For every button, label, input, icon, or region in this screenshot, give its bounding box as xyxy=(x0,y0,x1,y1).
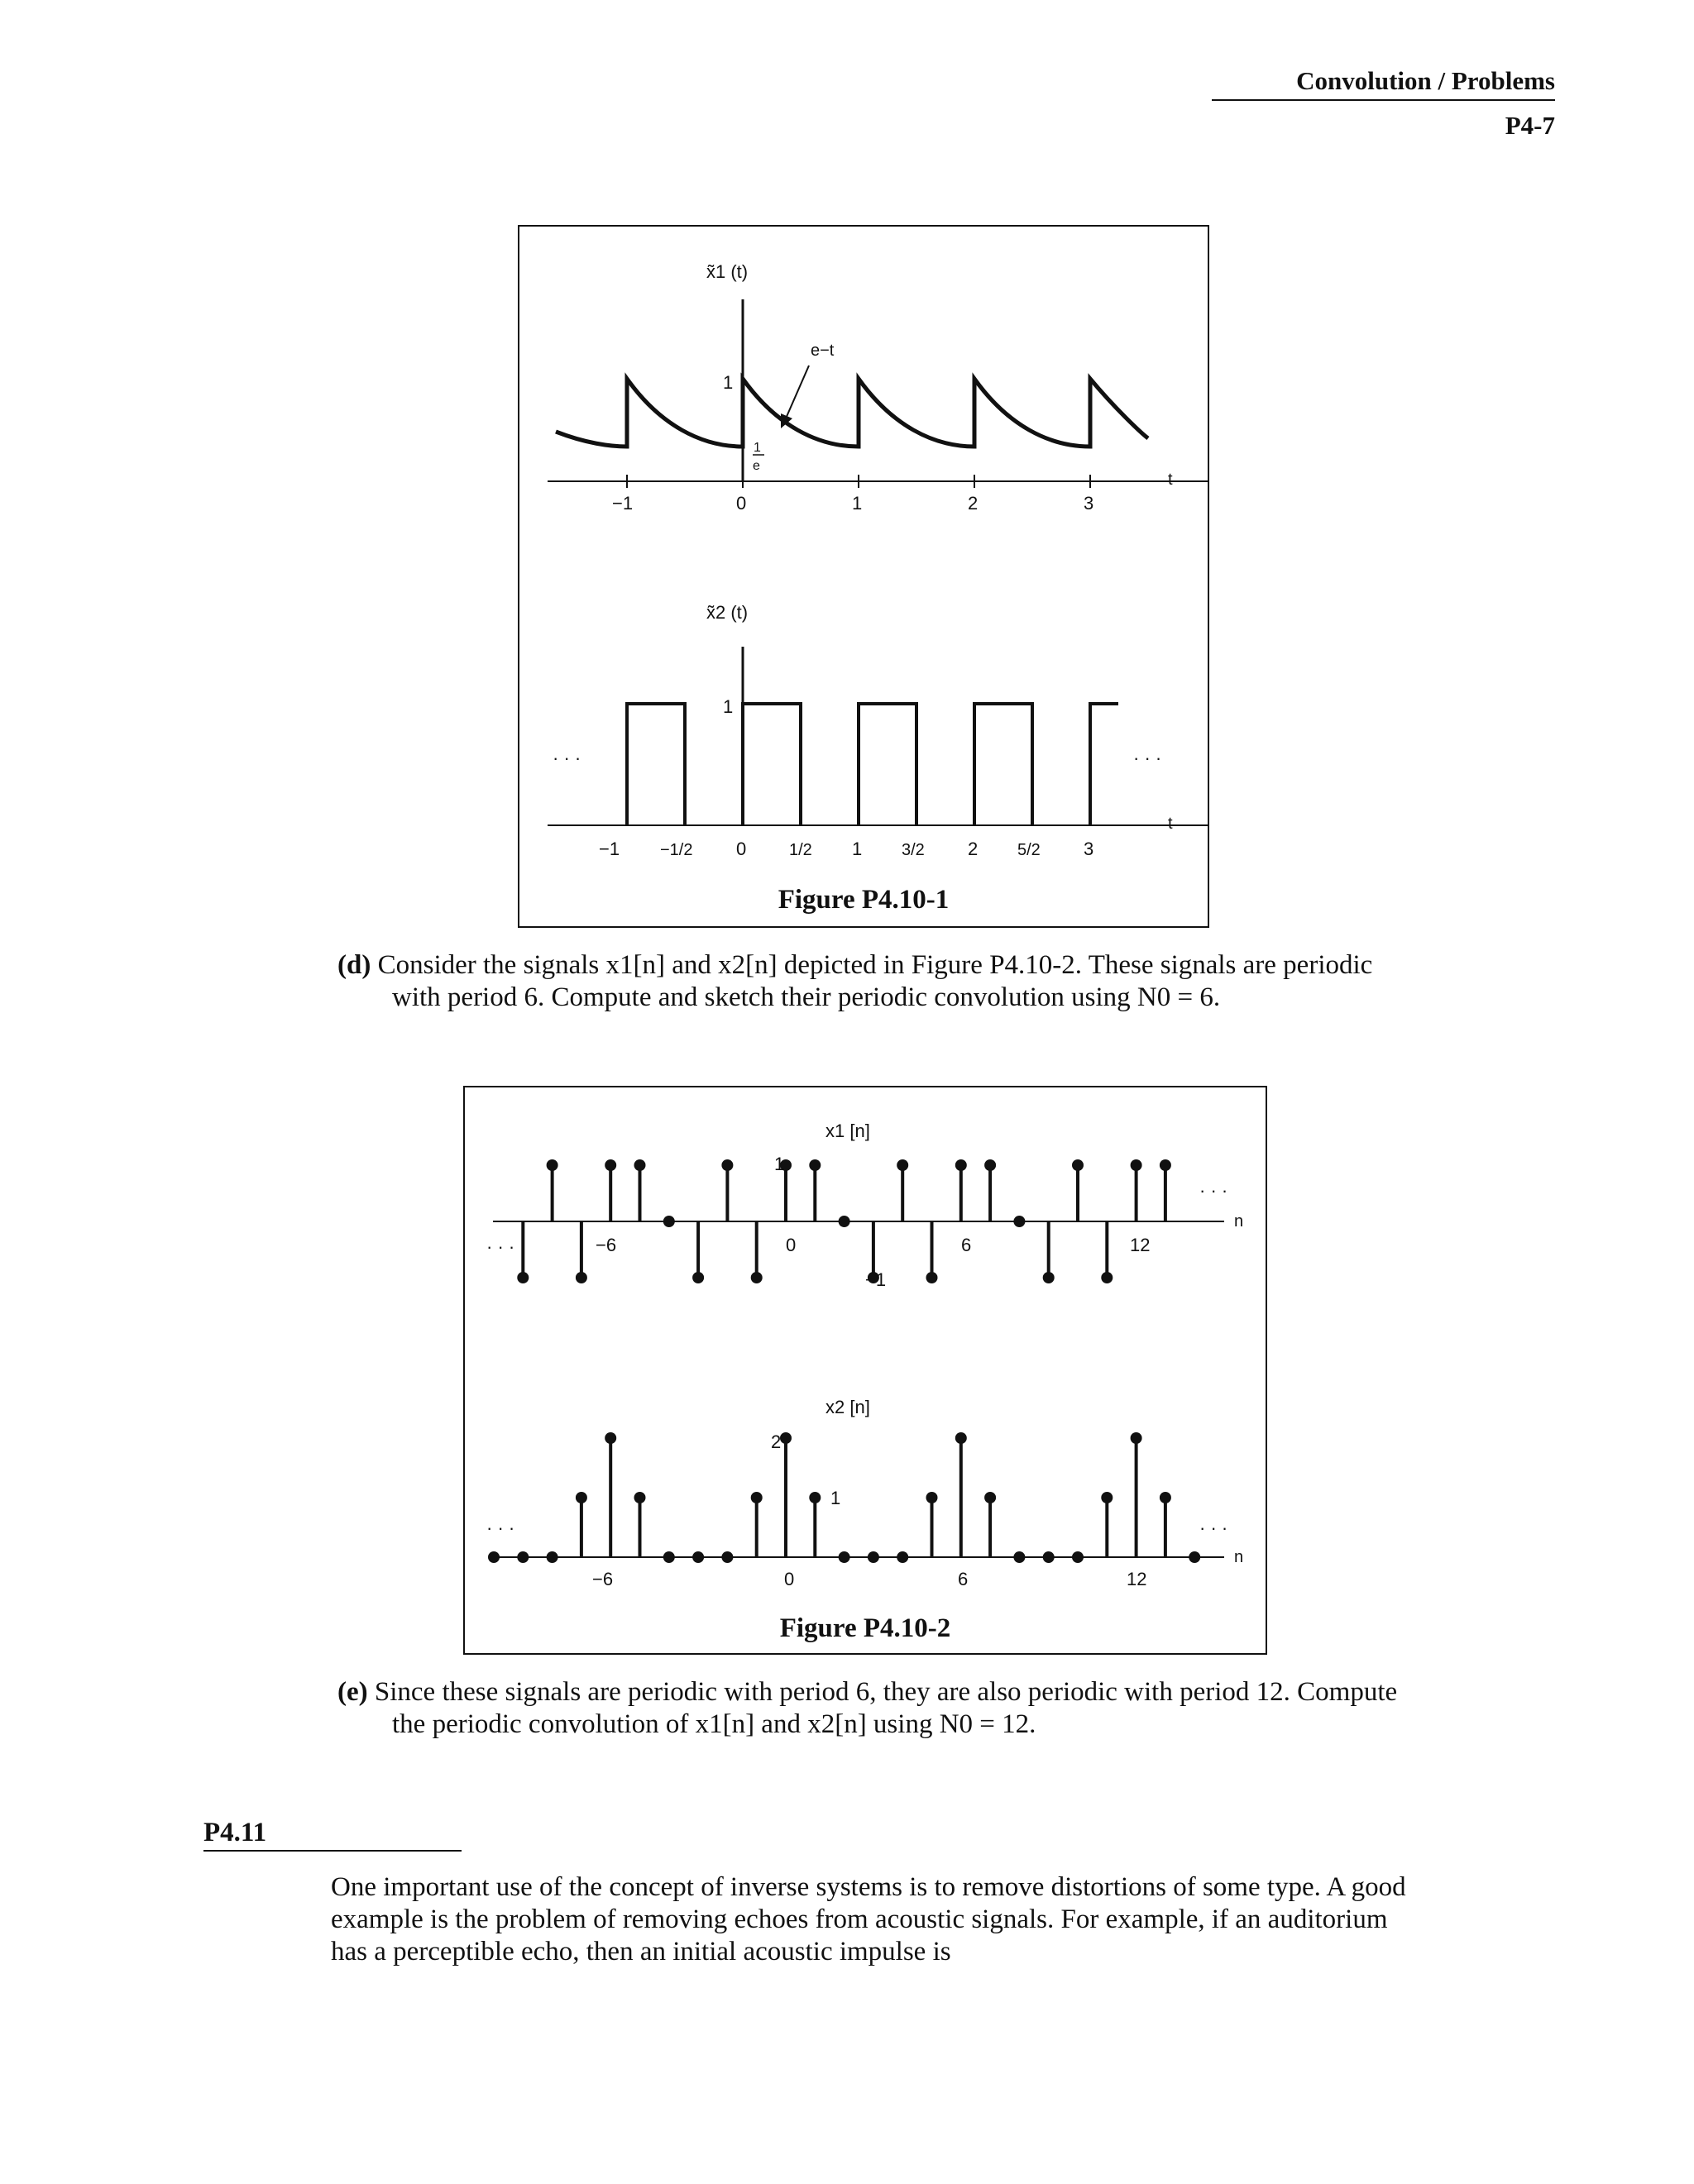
x1t-tick-2: 2 xyxy=(968,493,979,514)
x2n-sample-dot xyxy=(517,1551,529,1563)
x2n-sample-dot xyxy=(1160,1492,1171,1503)
x2n-sample-dot xyxy=(692,1551,704,1563)
problem-4-11-label: P4.11 xyxy=(203,1818,462,1852)
x2t-peak-label: 1 xyxy=(723,696,734,717)
x1n-sample-dot xyxy=(1072,1159,1084,1171)
x2t-axis-label: t xyxy=(1168,815,1173,833)
item-d-label: (d) xyxy=(337,950,371,980)
x2t-ellipsis-left: · · · xyxy=(553,748,581,768)
x1n-neg-label: −1 xyxy=(865,1269,887,1290)
x1n-tick-neg6: −6 xyxy=(596,1235,617,1255)
item-e-label: (e) xyxy=(337,1677,368,1707)
figure-1-svg xyxy=(519,227,1208,926)
x1t-plot xyxy=(548,299,1208,488)
x1n-sample-dot xyxy=(576,1272,587,1283)
x1t-tick-3: 3 xyxy=(1084,493,1094,514)
x1n-sample-dot xyxy=(984,1159,996,1171)
x2n-tick-0: 0 xyxy=(784,1569,795,1589)
x2n-sample-dot xyxy=(663,1551,675,1563)
x2n-sample-dot xyxy=(780,1432,792,1444)
x2n-tick-12: 12 xyxy=(1127,1569,1147,1589)
x1t-tick-0: 0 xyxy=(736,493,747,514)
x1n-label: x1 [n] xyxy=(825,1121,870,1141)
item-e-text: Since these signals are periodic with period 6, they are also periodic with period 12. Compute the periodic convolution of x1[n] and x2[n] using N0 = 12. xyxy=(374,1677,1398,1739)
x1n-sample-dot xyxy=(605,1159,616,1171)
x2n-sample-dot xyxy=(605,1432,616,1444)
x2n-tick-6: 6 xyxy=(958,1569,969,1589)
x1n-sample-dot xyxy=(1101,1272,1113,1283)
x1n-sample-dot xyxy=(547,1159,558,1171)
x2t-ellipsis-right: · · · xyxy=(1133,748,1162,768)
x2n-ellipsis-left: · · · xyxy=(486,1517,515,1538)
x2n-sample-dot xyxy=(1101,1492,1113,1503)
x2t-tick-five-halves: 5/2 xyxy=(1017,841,1041,859)
x1t-tick-1: 1 xyxy=(852,493,863,514)
x2n-sample-dot xyxy=(576,1492,587,1503)
x2t-pulse-5 xyxy=(1090,704,1118,825)
x2t-tick-2: 2 xyxy=(968,839,979,859)
x1n-ellipsis-right: · · · xyxy=(1199,1180,1228,1201)
x2t-pulse-3 xyxy=(859,704,916,825)
x2t-tick-1: 1 xyxy=(852,839,863,859)
x1n-sample-dot xyxy=(897,1159,908,1171)
arrow-shaft xyxy=(786,366,809,418)
x2n-label: x2 [n] xyxy=(825,1397,870,1417)
figure-p4-10-1 xyxy=(518,225,1209,928)
x2t-tick-0: 0 xyxy=(736,839,747,859)
x2t-pulse-4 xyxy=(974,704,1032,825)
figure-1-caption: Figure P4.10-1 xyxy=(778,885,950,915)
x2n-plot xyxy=(488,1432,1224,1563)
x2t-tick-half: 1/2 xyxy=(789,841,812,859)
x1n-n-label: n xyxy=(1234,1212,1244,1231)
x1n-sample-dot xyxy=(721,1159,733,1171)
x2n-sample-dot xyxy=(1072,1551,1084,1563)
x1n-sample-dot xyxy=(517,1272,529,1283)
x1n-sample-dot xyxy=(634,1159,646,1171)
x1n-sample-dot xyxy=(1131,1159,1142,1171)
x1n-tick-12: 12 xyxy=(1130,1235,1151,1255)
x2n-sample-dot xyxy=(1043,1551,1055,1563)
x2n-sample-dot xyxy=(547,1551,558,1563)
x2n-sample-dot xyxy=(488,1551,500,1563)
x2n-mid-label: 1 xyxy=(830,1488,841,1508)
x2n-sample-dot xyxy=(751,1492,763,1503)
x1n-sample-dot xyxy=(955,1159,967,1171)
x1n-ellipsis-left: · · · xyxy=(486,1236,515,1257)
x1n-sample-dot xyxy=(926,1272,938,1283)
page-number: P4-7 xyxy=(1505,111,1555,140)
x2n-sample-dot xyxy=(984,1492,996,1503)
x2n-sample-dot xyxy=(839,1551,850,1563)
x2n-peak-label: 2 xyxy=(771,1431,782,1452)
x1n-sample-dot xyxy=(809,1159,821,1171)
item-d-paragraph xyxy=(337,949,1413,1014)
item-e-paragraph xyxy=(337,1676,1413,1741)
x1n-sample-dot xyxy=(751,1272,763,1283)
x2n-sample-dot xyxy=(868,1551,879,1563)
section-title: Convolution / Problems xyxy=(1212,66,1555,101)
x1n-sample-dot xyxy=(692,1272,704,1283)
item-d-text: Consider the signals x1[n] and x2[n] depicted in Figure P4.10-2. These signals are periodic with period 6. Compute and sketch their periodic convolution using N0 = 6. xyxy=(377,950,1373,1012)
x2t-plot xyxy=(548,647,1208,825)
page-header xyxy=(1212,66,1555,141)
x2t-tick-neg-half: −1/2 xyxy=(660,841,693,859)
x1t-ylabel: x̃1 (t) xyxy=(706,261,749,282)
x2n-sample-dot xyxy=(809,1492,821,1503)
x1n-sample-dot xyxy=(1160,1159,1171,1171)
x2t-pulse-2 xyxy=(743,704,801,825)
x1n-sample-dot xyxy=(1043,1272,1055,1283)
x1t-annotation: e−t xyxy=(811,342,835,360)
x2n-sample-dot xyxy=(955,1432,967,1444)
x1n-peak-label: 1 xyxy=(774,1154,785,1174)
x2t-tick-three-halves: 3/2 xyxy=(902,841,925,859)
x1n-sample-dot xyxy=(663,1216,675,1227)
x1t-tick-neg1: −1 xyxy=(612,493,634,514)
x2t-pulse-1 xyxy=(627,704,685,825)
x2t-tick-neg1: −1 xyxy=(599,839,620,859)
x2n-stems xyxy=(488,1432,1200,1563)
problem-4-11-text: One important use of the concept of inverse systems is to remove distortions of some type. A good example is the problem of removing echoes from acoustic signals. For example, if an auditorium has a perceptible echo, then an initial acoustic impulse is xyxy=(331,1872,1406,1967)
x1t-axis-label: t xyxy=(1168,471,1173,489)
x2n-sample-dot xyxy=(721,1551,733,1563)
x1n-tick-0: 0 xyxy=(786,1235,797,1255)
x1n-sample-dot xyxy=(1013,1216,1025,1227)
x2n-n-label: n xyxy=(1234,1548,1244,1566)
x1n-sample-dot xyxy=(839,1216,850,1227)
x1n-tick-6: 6 xyxy=(961,1235,972,1255)
x2n-tick-neg6: −6 xyxy=(592,1569,614,1589)
x2n-sample-dot xyxy=(897,1551,908,1563)
x2n-sample-dot xyxy=(1013,1551,1025,1563)
figure-p4-10-2 xyxy=(463,1086,1267,1655)
figure-2-caption: Figure P4.10-2 xyxy=(779,1613,951,1643)
x2n-sample-dot xyxy=(926,1492,938,1503)
x2t-tick-3: 3 xyxy=(1084,839,1094,859)
x2n-ellipsis-right: · · · xyxy=(1199,1517,1228,1538)
x1t-peak-label: 1 xyxy=(723,372,734,393)
x2n-sample-dot xyxy=(1131,1432,1142,1444)
x1n-plot xyxy=(493,1159,1224,1283)
x2n-sample-dot xyxy=(634,1492,646,1503)
x2n-sample-dot xyxy=(1189,1551,1200,1563)
one-over-e-den: e xyxy=(753,459,760,473)
x1t-curve xyxy=(556,379,1148,447)
x2t-ylabel: x̃2 (t) xyxy=(706,602,749,623)
one-over-e-num: 1 xyxy=(754,441,761,455)
figure-2-svg xyxy=(465,1087,1266,1653)
